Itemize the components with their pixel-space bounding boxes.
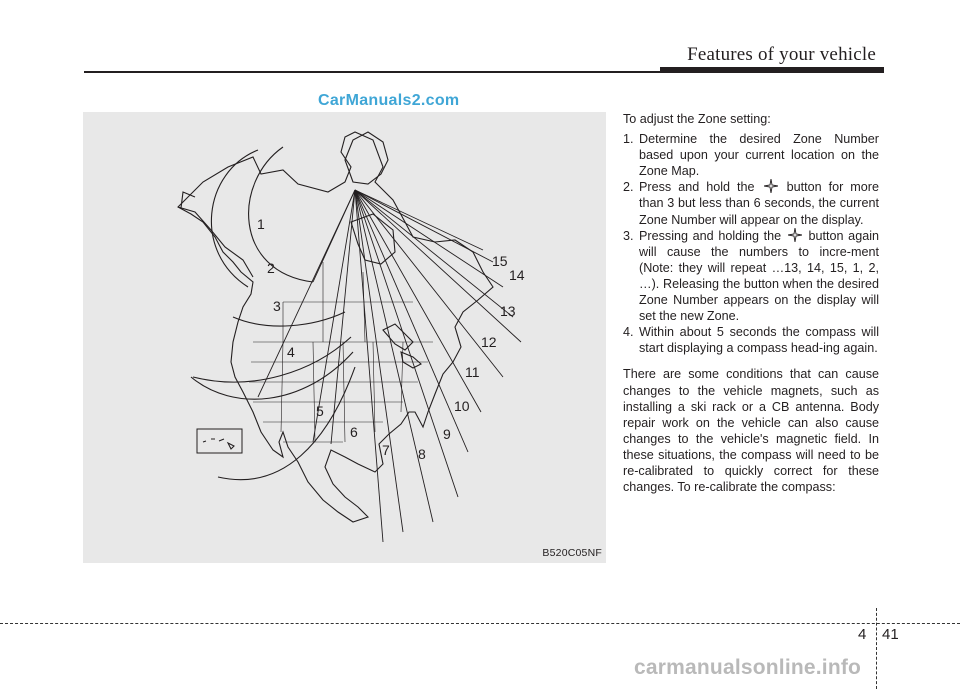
step-text-before: Press and hold the (639, 180, 755, 195)
zone-label: 5 (316, 403, 324, 419)
watermark-top: CarManuals2.com (318, 92, 460, 109)
step-text-before: Pressing and holding the (639, 228, 782, 243)
zone-map-figure (83, 112, 606, 563)
greenland-outline (345, 132, 388, 184)
footer-divider (876, 608, 877, 689)
alaska-outline (178, 192, 253, 277)
zone-label: 11 (465, 364, 480, 380)
chapter-number: 4 (858, 626, 867, 643)
zone-label: 2 (267, 260, 275, 276)
zone-arc (211, 150, 258, 287)
step-item (623, 324, 879, 356)
step-number: 3. (623, 228, 634, 243)
zone-arc (191, 352, 353, 399)
figure-code: B520C05NF (542, 547, 602, 559)
zone-label: 15 (492, 253, 508, 269)
zone-label: 7 (382, 442, 390, 458)
intro-text: To adjust the Zone setting: (623, 112, 771, 126)
zone-label: 12 (481, 334, 497, 350)
border-lines (249, 262, 433, 442)
header-rule (84, 71, 884, 73)
zone-label: 1 (257, 216, 265, 232)
compass-star-icon (764, 179, 778, 193)
step-number: 2. (623, 180, 634, 195)
section-title: Features of your vehicle (687, 44, 876, 65)
calibration-note: There are some conditions that can cause changes to the vehicle magnets, such as installing a ski rack or a CB antenna. Body repair work on the vehicle can also cause changes to the vehicle's magnetic field. In these situations, the compass will need to be re-calibrated to quickly correct for these changes. To re-calibrate the compass: (623, 367, 879, 495)
zone-map-drawing (83, 112, 606, 563)
steps-list (623, 131, 879, 356)
continent-outline (178, 132, 493, 522)
zone-label: 3 (273, 298, 281, 314)
compass-star-icon (788, 228, 802, 242)
step-number: 1. (623, 132, 634, 147)
zone-label: 9 (443, 426, 451, 442)
step-text-after: button for more than 3 but less than 6 seconds, the current Zone Number will appear on the display. (639, 180, 879, 227)
hawaii-islands (203, 439, 234, 449)
zone-label: 8 (418, 446, 426, 462)
step-item (623, 228, 879, 325)
step-text-after: button again will cause the numbers to incre-ment (Note: they will repeat …13, 14, 15, 1, 2, …). Releasing the button when the desired Zone Number appears on the display will set the new Zone. (639, 228, 879, 324)
zone-rays (258, 190, 521, 542)
step-item (623, 131, 879, 179)
page-number: 41 (882, 626, 899, 643)
step-number: 4. (623, 325, 634, 340)
zone-label: 14 (509, 267, 525, 283)
zone-label: 4 (287, 344, 295, 360)
step-item (623, 179, 879, 227)
watermark-bottom: carmanualsonline.info (634, 656, 862, 679)
step-text: Within about 5 seconds the compass will start displaying a compass head-ing again. (639, 325, 879, 356)
footer-rule (0, 623, 960, 624)
zone-label: 6 (350, 424, 358, 440)
zone-label: 13 (500, 303, 516, 319)
instructions-column (623, 111, 879, 495)
zone-arc (233, 312, 345, 326)
step-text: Determine the desired Zone Number based upon your current location on the Zone Map. (639, 132, 879, 179)
zone-label: 10 (454, 398, 470, 414)
